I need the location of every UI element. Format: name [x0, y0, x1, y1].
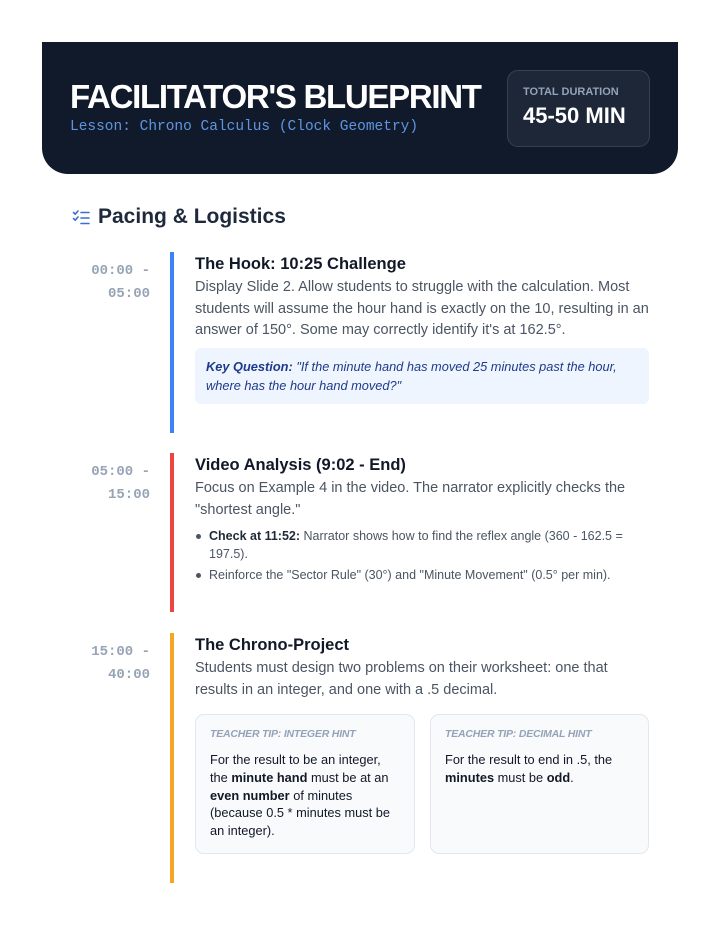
page-title: FACILITATOR'S BLUEPRINT: [70, 78, 481, 115]
list-item: [195, 566, 649, 584]
timeline-bar-project: [170, 633, 174, 883]
lesson-subtitle: Lesson: Chrono Calculus (Clock Geometry): [70, 119, 419, 135]
header-banner: [42, 42, 678, 174]
block-body-video: Focus on Example 4 in the video. The narrator explicitly checks the "shortest angle.": [195, 480, 626, 518]
block-body-project: Students must design two problems on their worksheet: one that results in an integer, and one with a .5 decimal.: [195, 660, 608, 698]
time-start: 15:00 -: [91, 644, 150, 660]
block-title-video: Video Analysis (9:02 - End): [195, 456, 406, 474]
duration-card: [507, 70, 650, 147]
teacher-tip-integer: [195, 714, 415, 854]
section-heading: [72, 204, 286, 230]
block-title-hook: The Hook: 10:25 Challenge: [195, 255, 406, 273]
time-start: 00:00 -: [91, 263, 150, 279]
teacher-tip-decimal: [430, 714, 649, 854]
timeline-time-hook: [70, 260, 150, 306]
section-title: Pacing & Logistics: [98, 205, 286, 228]
checklist-icon: [72, 208, 90, 226]
key-question-label: Key Question:: [206, 359, 293, 374]
block-body-hook: Display Slide 2. Allow students to struggle with the calculation. Most students will assume the hour hand is exactly on the 10, resulting in an answer of 150°. Some may correctly identify it's at 162.5°.: [195, 279, 649, 338]
time-end: 40:00: [107, 667, 150, 683]
video-bullet-list: [195, 527, 649, 587]
duration-value: 45-50 MIN: [523, 103, 626, 128]
timeline-time-project: [70, 641, 150, 687]
bullet-text: Reinforce the "Sector Rule" (30°) and "Minute Movement" (0.5° per min).: [209, 568, 611, 582]
timeline-bar-hook: [170, 252, 174, 433]
list-item: [195, 527, 649, 563]
time-start: 05:00 -: [91, 464, 150, 480]
block-title-project: The Chrono-Project: [195, 636, 350, 654]
key-question-text: "If the minute hand has moved 25 minutes past the hour, where has the hour hand moved?": [206, 359, 617, 393]
tip-text: For the result to end in .5, the minutes must be odd.: [445, 752, 613, 785]
bullet-bold: Check at 11:52:: [209, 529, 301, 543]
duration-label: TOTAL DURATION: [523, 86, 619, 98]
time-end: 05:00: [107, 286, 150, 302]
tip-text: For the result to be an integer, the minute hand must be at an even number of minutes (because 0.5 * minutes must be an integer).: [210, 752, 390, 839]
key-question-box: [195, 348, 649, 404]
time-end: 15:00: [107, 487, 150, 503]
timeline-time-video: [70, 461, 150, 507]
bullet-text: Narrator shows how to find the reflex angle (360 - 162.5 = 197.5).: [209, 529, 623, 561]
tip-label: TEACHER TIP: DECIMAL HINT: [445, 728, 592, 740]
tip-label: TEACHER TIP: INTEGER HINT: [210, 728, 356, 740]
timeline-bar-video: [170, 453, 174, 612]
